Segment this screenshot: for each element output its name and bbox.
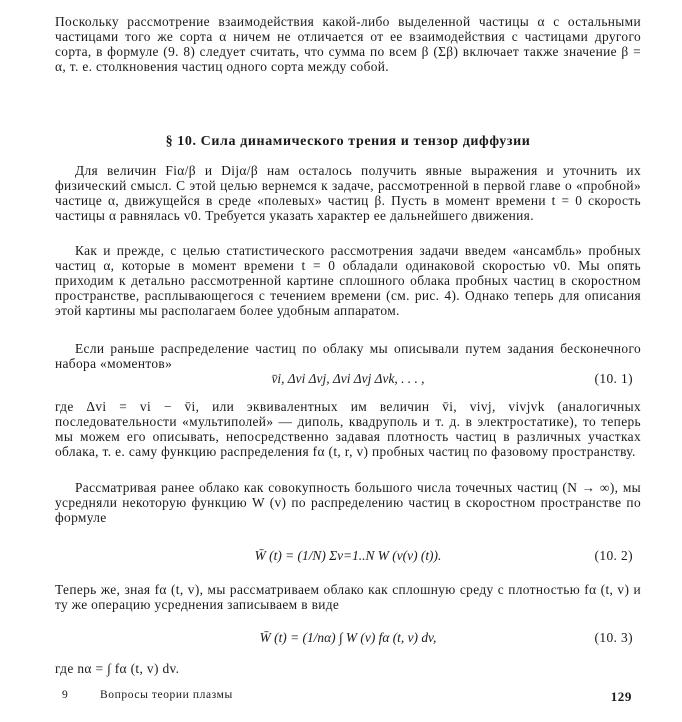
paragraph-definitions: Для величин Fiα/β и Dijα/β нам осталось получить явные выражения и уточнить их физический смысл. С этой целью вернемся к задаче, рассмотренной в первой главе о «пробной» частице α, движущейся в среде «полевых» частиц β. Пусть в момент времени t = 0 скорость частицы α равнялась v0. Требуется указать характер ее дальнейшего движения. (55, 163, 641, 223)
paragraph-moments: Если раньше распределение частиц по облаку мы описывали путем задания бесконечного набора «моментов» (55, 341, 641, 371)
paragraph-averaging: Рассматривая ранее облако как совокупность большого числа точечных частиц (N → ∞), мы усредняли некоторую функцию W (v) по распределению частиц в скоростном пространстве по формуле (55, 480, 641, 525)
paragraph-continuous: Теперь же, зная fα (t, v), мы рассматриваем облако как сплошную среду с плотностью fα (t, v) и ту же операцию усреднения записываем в виде (55, 582, 641, 612)
paragraph-multipoles: где Δvi = vi − v̄i, или эквивалентных им величин v̄i, vivj, vivjvk (аналогичных последовательности «мультиполей» — диполь, квадруполь и т. д. в электростатике), то теперь мы можем его описывать, непосредственно задавая плотность частиц в различных участках облака, т. е. саму функцию распределения fα (t, r, v) пробных частиц по фазовому пространству. (55, 399, 641, 459)
equation-10-1-number: (10. 1) (594, 371, 633, 386)
equation-10-3-number: (10. 3) (594, 630, 633, 645)
footer-book-title: Вопросы теории плазмы (100, 689, 233, 701)
page-number: 129 (610, 689, 632, 704)
equation-10-2-number: (10. 2) (594, 548, 633, 563)
equation-10-2 (55, 538, 641, 578)
footer-signature-mark: 9 (62, 689, 69, 701)
section-heading: § 10. Сила динамического трения и тензор диффузии (165, 134, 531, 149)
equation-10-3 (55, 630, 641, 650)
paragraph-normalization: где nα = ∫ fα (t, v) dv. (55, 661, 180, 676)
equation-10-1-body: v̄i, Δvi Δvj, Δvi Δvj Δvk, . . . , (271, 371, 425, 386)
paragraph-intro: Поскольку рассмотрение взаимодействия какой-либо выделенной частицы α с остальными частицами того же сорта α ничем не отличается от ее взаимодействия с частицами другого сорта, в формуле (9. 8) следует считать, что сумма по всем β (Σβ) включает также значение β = α, т. е. столкновения частиц одного сорта между собой. (55, 14, 641, 74)
equation-10-2-body: W̄ (t) = (1/N) Σν=1..N W (v(ν) (t)). (254, 548, 442, 563)
equation-10-3-body: W̄ (t) = (1/nα) ∫ W (v) fα (t, v) dv, (259, 630, 437, 645)
equation-10-1 (55, 371, 641, 391)
paragraph-ensemble: Как и прежде, с целью статистического рассмотрения задачи введем «ансамбль» пробных частиц α, которые в момент времени t = 0 обладали одинаковой скоростью v0. Мы опять приходим к детально рассмотренной картине сплошного облака пробных частиц в скоростном пространстве, расплывающегося с течением времени (см. рис. 4). Однако теперь для описания этой картины мы располагаем более удобным аппаратом. (55, 243, 641, 318)
